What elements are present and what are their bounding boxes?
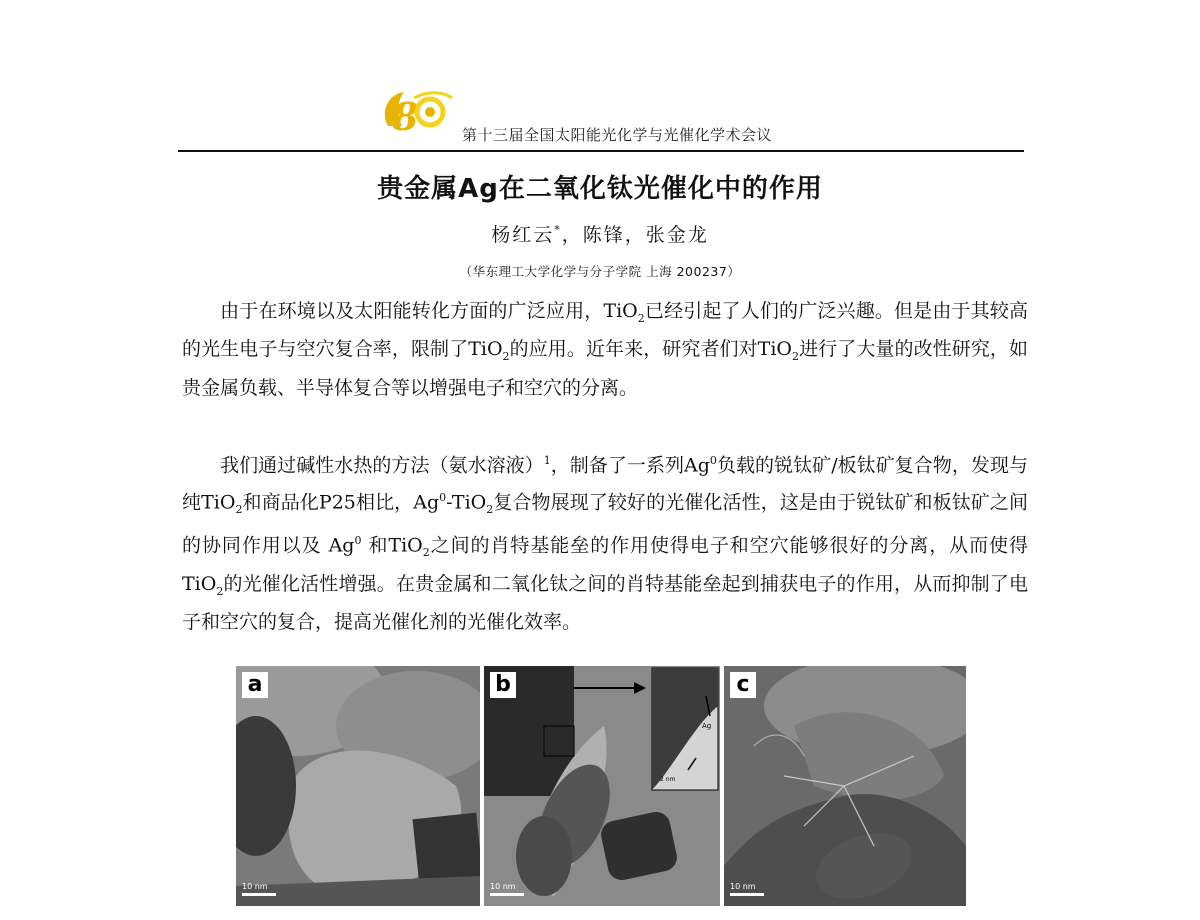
panel-label-a: a <box>242 672 268 698</box>
p2-text: 之间的肖特基能垒的作用使得电子和空穴能够很好的分离，从而使得TiO <box>182 534 1028 596</box>
subscript: 2 <box>502 350 510 364</box>
superscript: 0 <box>709 454 717 467</box>
p2-text: ，制备了一系列Ag <box>550 454 710 477</box>
subscript: 2 <box>422 546 430 560</box>
reference-mark: 1 <box>543 454 551 467</box>
conference-name: 第十三届全国太阳能光化学与光催化学术会议 <box>462 126 773 144</box>
subscript: 2 <box>792 350 800 364</box>
panel-label-b: b <box>490 672 516 698</box>
p2-text: 复合物展现了较好的光催化活性，这是由于锐钛矿和板钛矿之间的协同作用以及 Ag <box>182 491 1028 557</box>
author-1: 杨红云 <box>491 224 555 246</box>
scale-bar-a <box>242 882 276 896</box>
panel-label-c: c <box>730 672 756 698</box>
corresponding-mark: * <box>554 223 562 237</box>
header-rule <box>178 150 1024 152</box>
subscript: 2 <box>486 502 494 516</box>
paper-title: 贵金属Ag在二氧化钛光催化中的作用 <box>377 174 823 204</box>
p2-text: 的光催化活性增强。在贵金属和二氧化钛之间的肖特基能垒起到捕获电子的作用，从而抑制了电子和空穴的复合，提高光催化剂的光催化效率。 <box>182 573 1028 634</box>
superscript: 0 <box>354 534 362 548</box>
other-authors: ，陈锋，张金龙 <box>561 224 709 246</box>
superscript: 0 <box>439 490 447 504</box>
p1-text: 的应用。近年来，研究者们对TiO <box>509 338 793 361</box>
p1-text: 已经引起了人们的广泛兴趣。但是由于其较高的光生电子与空穴复合率，限制了TiO <box>182 300 1028 361</box>
scale-text: 10 nm <box>730 882 756 891</box>
inset-label-ag: Ag <box>702 722 712 730</box>
subscript: 2 <box>235 502 243 516</box>
scale-text: 10 nm <box>490 882 516 891</box>
p1-text: 由于在环境以及太阳能转化方面的广泛应用，TiO <box>220 300 638 322</box>
p1-text: 进行了大量的改性研究，如贵金属负载、半导体复合等以增强电子和空穴的分离。 <box>182 338 1028 399</box>
paragraph-1 <box>182 296 1028 404</box>
scale-bar-b <box>490 882 524 896</box>
p2-text: 我们通过碱性水热的方法（氨水溶液） <box>220 454 544 477</box>
paragraph-2 <box>182 445 1028 639</box>
svg-text:8: 8 <box>392 94 419 139</box>
tem-panel-c <box>724 666 966 906</box>
scale-text: 10 nm <box>242 882 268 891</box>
conference-logo <box>378 86 458 142</box>
subscript: 2 <box>637 311 645 325</box>
author-list <box>0 220 1200 247</box>
inset-scale: 2 nm <box>660 776 676 783</box>
p2-text: 和商品化P25相比，Ag <box>242 491 440 514</box>
p2-text: 负载的锐钛矿/板钛矿复合物，发现与纯TiO <box>182 454 1028 514</box>
p2-text: -TiO <box>446 491 487 514</box>
tem-figure <box>236 666 966 906</box>
affiliation: （华东理工大学化学与分子学院 上海 200237） <box>459 264 741 279</box>
tem-panel-b <box>484 666 720 906</box>
p2-text: 和TiO <box>361 534 423 557</box>
scale-bar-c <box>730 882 764 896</box>
tem-panel-a <box>236 666 480 906</box>
subscript: 2 <box>216 584 224 598</box>
